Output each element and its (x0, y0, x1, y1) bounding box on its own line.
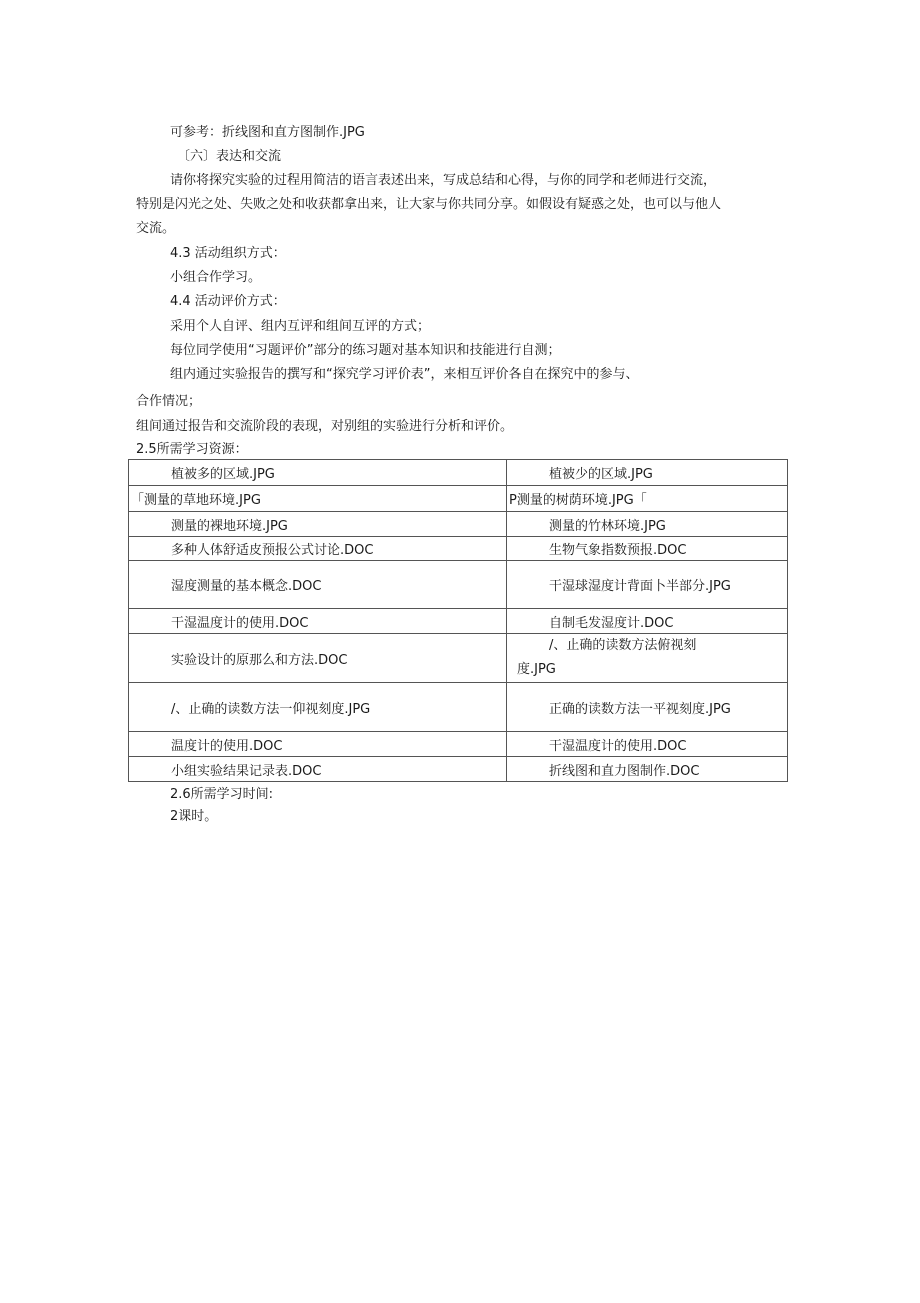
resources-table (128, 459, 788, 782)
table-row (129, 460, 788, 486)
table-cell (507, 486, 788, 512)
table-row (129, 561, 788, 609)
table-row (129, 634, 788, 683)
section-heading-4-4: 4.4 活动评价方式： (170, 294, 286, 309)
paragraph-line: 组内通过实验报告的撰写和“探究学习评价表”，来相互评价各自在探究中的参与、 (170, 367, 639, 382)
table-row (129, 683, 788, 732)
table-cell: 植被少的区域.JPG (507, 460, 788, 486)
table-cell: 测量的裸地环境.JPG (129, 512, 507, 537)
reference-line: 可参考：折线图和直方图制作.JPG (170, 125, 365, 140)
table-row (129, 609, 788, 634)
table-cell: 多种人体舒适皮预报公式讨论.DOC (129, 537, 507, 561)
paragraph-line: 2课时。 (170, 809, 218, 824)
table-row (129, 486, 788, 512)
paragraph-line: 小组合作学习。 (170, 270, 262, 285)
table-row (129, 512, 788, 537)
paragraph-line: 每位同学使用“习题评价”部分的练习题对基本知识和技能进行自测； (170, 343, 561, 358)
table-cell: 干湿温度计的使用.DOC (507, 732, 788, 757)
table-cell: 自制毛发湿度计.DOC (507, 609, 788, 634)
paragraph-line: 采用个人自评、组内互评和组间互评的方式； (170, 319, 431, 334)
paragraph-line: 组间通过报告和交流阶段的表现，对别组的实验进行分析和评价。 (136, 419, 514, 434)
table-row (129, 757, 788, 782)
table-cell: 干湿球湿度计背面卜半部分.JPG (507, 561, 788, 609)
paragraph-line: 合作情况； (136, 394, 202, 409)
table-cell: 湿度测量的基本概念.DOC (129, 561, 507, 609)
paragraph-line: 请你将探究实验的过程用简洁的语言表述出来，写成总结和心得，与你的同学和老师进行交流， (170, 173, 717, 188)
cell-text: 测量的草地环境.JPG (144, 493, 261, 508)
section-heading-2-5: 2.5所需学习资源： (136, 442, 248, 457)
cell-prefix-mark: P (509, 493, 517, 508)
table-row (129, 537, 788, 561)
table-cell: 生物气象指数预报.DOC (507, 537, 788, 561)
table-row (129, 732, 788, 757)
table-cell: 温度计的使用.DOC (129, 732, 507, 757)
section-heading-4-3: 4.3 活动组织方式： (170, 246, 286, 261)
table-cell: 小组实验结果记录表.DOC (129, 757, 507, 782)
section-heading-2-6: 2.6所需学习时间: (170, 787, 274, 802)
table-cell: /、止确的读数方法一仰视刻度.JPG (129, 683, 507, 732)
table-cell: 测量的竹林环境.JPG (507, 512, 788, 537)
cell-text-line: /、止确的读数方法俯视刻 (549, 638, 697, 653)
cell-prefix-mark: 「 (131, 493, 145, 508)
table-cell (129, 486, 507, 512)
table-cell: 实验设计的原那么和方法.DOC (129, 634, 507, 683)
cell-text: 测量的树荫环境.JPG「 (516, 493, 647, 508)
table-cell: 干湿温度计的使用.DOC (129, 609, 507, 634)
table-cell: 折线图和直力图制作.DOC (507, 757, 788, 782)
cell-text-line: 度.JPG (517, 662, 556, 677)
paragraph-line: 特别是闪光之处、失败之处和收获都拿出来，让大家与你共同分享。如假设有疑惑之处，也可以与他人 (136, 197, 722, 212)
table-cell (507, 634, 788, 683)
table-cell: 植被多的区域.JPG (129, 460, 507, 486)
paragraph-line: 交流。 (136, 221, 176, 236)
table-cell: 正确的读数方法一平视刻度.JPG (507, 683, 788, 732)
section-heading-six: 〔六〕表达和交流 (177, 149, 282, 164)
